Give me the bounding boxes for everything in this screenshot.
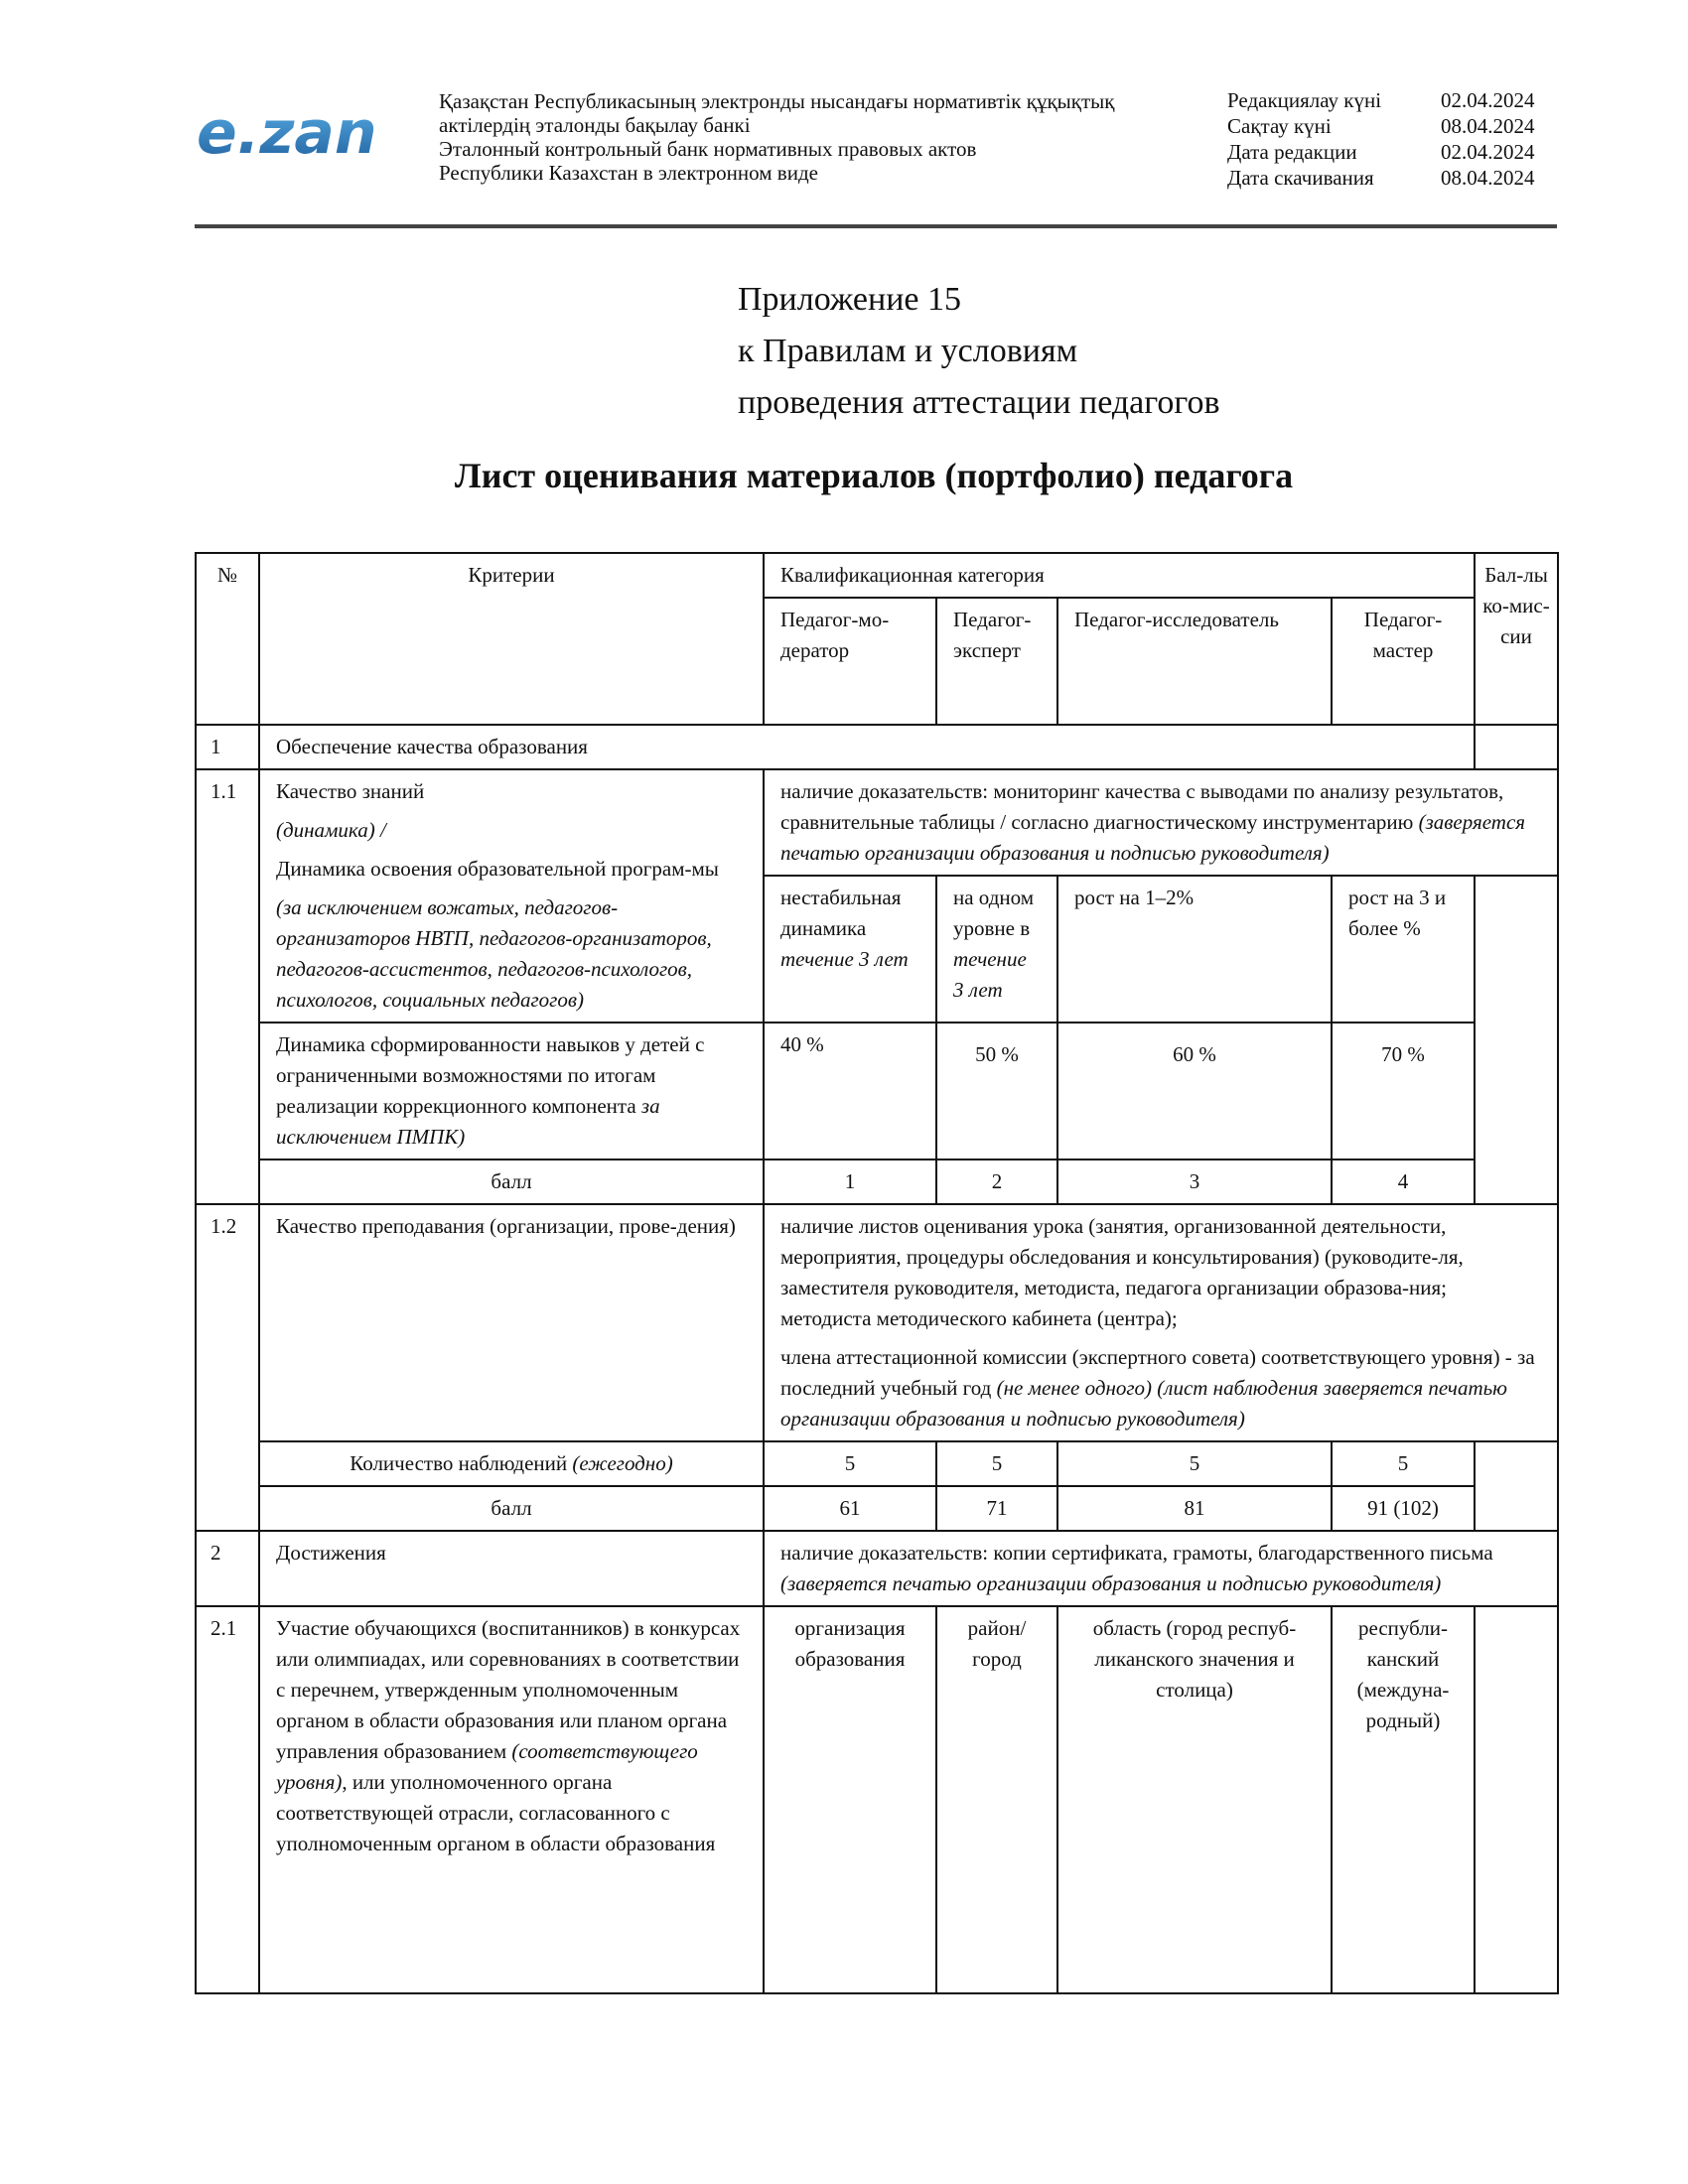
header-bank-name	[439, 89, 1194, 185]
level-republic: республи-канский (междуна-родный)	[1332, 1606, 1475, 1993]
col-header-expert: Педагог-эксперт	[936, 598, 1057, 725]
table-row	[196, 1441, 1558, 1486]
level-moderator	[764, 876, 936, 1023]
date-label: Дата скачивания	[1227, 166, 1374, 190]
observations-value: 5	[764, 1441, 936, 1486]
header-line: Республики Казахстан в электронном виде	[439, 161, 818, 185]
col-header-criteria: Критерии	[259, 553, 764, 725]
date-value: 08.04.2024	[1441, 166, 1535, 190]
skills-value: 60 %	[1057, 1023, 1332, 1160]
table-row	[196, 1023, 1558, 1160]
criteria-subtitle: Динамика освоения образовательной програм-мы	[276, 857, 719, 881]
header-line: актілердің эталонды бақылау банкі	[439, 113, 751, 137]
criteria-exclusion: (за исключением вожатых, педагогов-организаторов НВТП, педагогов-организаторов, педагогов-ассистентов, педагогов-психологов, психологов, социальных педагогов)	[276, 895, 712, 1012]
row-num: 1.1	[196, 769, 259, 1204]
evidence-note: (заверяется печатью организации образования и подписью руководителя)	[780, 1571, 1442, 1595]
observations-value: 5	[1332, 1441, 1475, 1486]
col-header-moderator: Педагог-мо-дератор	[764, 598, 936, 725]
skills-value: 50 %	[936, 1023, 1057, 1160]
evidence-text: наличие доказательств: копии сертификата, грамоты, благодарственного письма	[780, 1541, 1493, 1565]
header-dates	[1227, 87, 1555, 191]
date-label: Дата редакции	[1227, 140, 1357, 164]
row-criteria: Обеспечение качества образования	[259, 725, 1475, 769]
score-value: 3	[1057, 1160, 1332, 1204]
evidence-text-2	[780, 1342, 1541, 1434]
date-row	[1227, 87, 1555, 113]
criteria-text: , или уполномоченного органа соответствующей отрасли, согласованного с уполномоченным органом в области образования	[276, 1770, 716, 1855]
date-row	[1227, 165, 1555, 191]
evidence-note: (не менее одного) (лист наблюдения заверяется печатью организации образования и подписью руководителя)	[780, 1376, 1507, 1431]
date-row	[1227, 139, 1555, 165]
skills-value: 70 %	[1332, 1023, 1475, 1160]
observations-text: Количество наблюдений	[350, 1451, 568, 1475]
table-row	[196, 1606, 1558, 1993]
table-row	[196, 1531, 1558, 1606]
evidence-cell	[764, 769, 1558, 876]
table-row	[196, 1486, 1558, 1531]
evidence-cell	[764, 1531, 1558, 1606]
evidence-text: наличие листов оценивания урока (занятия, организованной деятельности, мероприятия, процедуры обследования и консультирования) (руководите-ля, заместителя руководителя, методиста, педагога организации образова-ния; методиста методического кабинета (центра);	[780, 1214, 1464, 1330]
row-num: 2	[196, 1531, 259, 1606]
col-header-num: №	[196, 553, 259, 725]
document-title: Лист оценивания материалов (портфолио) педагога	[454, 456, 1294, 495]
date-value: 02.04.2024	[1441, 88, 1535, 112]
date-label: Редакциялау күні	[1227, 88, 1382, 112]
header-divider	[195, 224, 1557, 228]
score-cell	[1475, 725, 1558, 769]
table-header-row	[196, 553, 1558, 598]
criteria-note: (динамика) /	[276, 818, 386, 842]
logo-text: e.zan	[197, 98, 377, 167]
observations-note: (ежегодно)	[572, 1451, 673, 1475]
criteria-text: Участие обучающихся (воспитанников) в конкурсах или олимпиадах, или соревнованиях в соответствии с перечнем, утвержденным уполномоченным органом в области образования или планом органа управления образованием	[276, 1616, 741, 1763]
table-row	[196, 1160, 1558, 1204]
col-header-qual-category: Квалификационная категория	[764, 553, 1475, 598]
row-num: 2.1	[196, 1606, 259, 1993]
criteria-title: Качество знаний	[276, 779, 425, 803]
table-row	[196, 725, 1558, 769]
appendix-note	[738, 274, 1220, 429]
criteria-note: (соответствующего уровня)	[276, 1739, 698, 1794]
score-label: балл	[259, 1160, 764, 1204]
date-value: 08.04.2024	[1441, 114, 1535, 138]
row-criteria	[259, 769, 764, 1023]
evaluation-table	[195, 552, 1559, 1994]
table-row	[196, 1204, 1558, 1441]
header-line: Қазақстан Республикасының электронды нысандағы нормативтік құқықтық	[439, 89, 1115, 113]
level-text: на одном уровне в	[953, 886, 1035, 940]
skills-value: 40 %	[764, 1023, 936, 1160]
score-value: 2	[936, 1160, 1057, 1204]
score-value: 91 (102)	[1332, 1486, 1475, 1531]
score-value: 1	[764, 1160, 936, 1204]
level-region: область (город респуб-ликанского значения и столица)	[1057, 1606, 1332, 1993]
level-organization: организация образования	[764, 1606, 936, 1993]
appendix-line: к Правилам и условиям	[738, 333, 1078, 369]
score-cell	[1475, 1441, 1558, 1531]
header-line: Эталонный контрольный банк нормативных правовых актов	[439, 137, 977, 161]
observations-value: 5	[936, 1441, 1057, 1486]
date-row	[1227, 113, 1555, 139]
col-header-score: Бал-лы ко-мис-сии	[1475, 553, 1558, 725]
row-num: 1	[196, 725, 259, 769]
score-value: 71	[936, 1486, 1057, 1531]
level-district: район/ город	[936, 1606, 1057, 1993]
score-cell	[1475, 1606, 1558, 1993]
level-note: течение 3 лет	[780, 947, 909, 971]
row-criteria	[259, 1023, 764, 1160]
skills-note: за исключением ПМПК)	[276, 1094, 660, 1149]
evidence-text: наличие доказательств: мониторинг качества с выводами по анализу результатов, сравнительные таблицы / согласно диагностическому инструментарию	[780, 779, 1504, 834]
observations-value: 5	[1057, 1441, 1332, 1486]
date-value: 02.04.2024	[1441, 140, 1535, 164]
score-value: 4	[1332, 1160, 1475, 1204]
appendix-line: Приложение 15	[738, 281, 961, 318]
evidence-cell	[764, 1204, 1558, 1441]
evidence-note: (заверяется печатью организации образования и подписью руководителя)	[780, 810, 1526, 865]
level-master: рост на 3 и более %	[1332, 876, 1475, 1023]
table-row	[196, 769, 1558, 876]
score-value: 81	[1057, 1486, 1332, 1531]
col-header-researcher: Педагог-исследователь	[1057, 598, 1332, 725]
appendix-line: проведения аттестации педагогов	[738, 384, 1220, 421]
skills-text: Динамика сформированности навыков у детей с ограниченными возможностями по итогам реализации коррекционного компонента	[276, 1032, 705, 1118]
evidence-text: члена аттестационной комиссии (экспертного совета) соответствующего уровня) - за последний учебный год	[780, 1345, 1535, 1400]
level-expert	[936, 876, 1057, 1023]
level-text: нестабильная динамика	[780, 886, 902, 940]
date-label: Сақтау күні	[1227, 114, 1332, 138]
row-criteria	[259, 1606, 764, 1993]
score-cell	[1475, 876, 1558, 1204]
score-value: 61	[764, 1486, 936, 1531]
level-note: течение 3 лет	[953, 947, 1027, 1002]
level-researcher: рост на 1–2%	[1057, 876, 1332, 1023]
row-criteria: Качество преподавания (организации, прове-дения)	[259, 1204, 764, 1441]
score-label: балл	[259, 1486, 764, 1531]
row-criteria: Достижения	[259, 1531, 764, 1606]
ezan-logo	[195, 97, 383, 167]
observations-label	[259, 1441, 764, 1486]
row-num: 1.2	[196, 1204, 259, 1531]
col-header-master: Педагог-мастер	[1332, 598, 1475, 725]
